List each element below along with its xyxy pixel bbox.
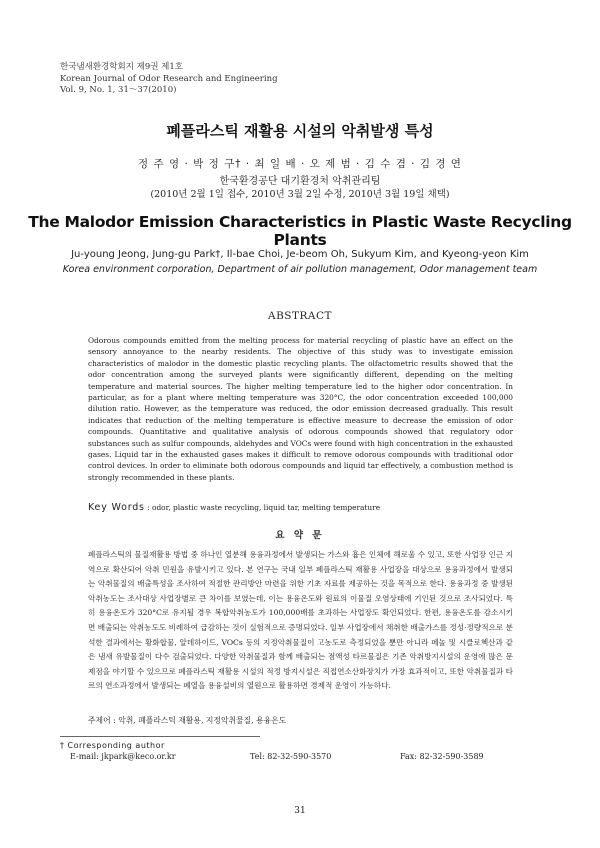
fax: Fax: 82-32-590-3589 [400, 752, 484, 761]
korean-abstract-heading: 요 약 문 [275, 530, 325, 541]
keywords-label: Key Words [88, 502, 145, 513]
korean-authors: 정 주 영 · 박 정 구† · 최 일 배 · 오 제 범 · 김 수 겸 · 김 경 연 [138, 158, 462, 170]
keywords-text: : odor, plastic waste recycling, liquid tar, melting temperature [144, 503, 381, 512]
english-title: The Malodor Emission Characteristics in Plastic Waste Recycling Plants [28, 213, 572, 249]
korean-keywords-text: : 악취, 폐플라스틱 재활용, 지정악취물질, 용융온도 [110, 716, 287, 725]
korean-affiliation: 한국환경공단 대기환경처 악취관리팀 [219, 176, 381, 187]
korean-abstract-text: 폐플라스틱의 물질재활용 방법 중 하나인 열분해 용융과정에서 발생되는 가스와 흄은 인체에 해로울 수 있고, 또한 사업장 인근 지역으로 확산되어 악취 민원을 유발시키고 있다. 본 연구는 국내 일부 폐플라스틱 재활용 사업장을 대상으로 용융과정에서 발생되는 악취물질의 배출특성을 조사하여 적절한 관리방안 마련을 위한 기초 자료를 제공하는 것을 목적으로 한다. 용융과정 중 발생된 악취농도는 조사대상 사업장별로 큰 차이를 보였는데, 이는 용융온도와 원료의 이물질 오염상태에 기인된 것으로 조사되었다. 특히 용융온도가 320°C로 유지될 경우 복합악취농도가 100,000배를 초과하는 사업장도 확인되었다. 한편, 용융온도를 감소시키면 배출되는 악취농도도 비례하여 급감하는 것이 실험적으로 증명되었다. 일부 사업장에서 채취한 배출가스를 정성·정량적으로 분석한 결과에서는 황화합물, 알데하이드, VOCs 등의 지정악취물질이 고농도로 측정되었을 뿐만 아니라 페놀 및 시클로헥산과 같은 냄새 유발물질이 다수 검출되었다. 다양한 악취물질과 함께 배출되는 점액성 타르물질은 기존 악취방지시설의 운영에 많은 문제점을 야기할 수 있으므로 폐플라스틱 재활용 시설의 적정 방지시설은 직접연소산화장치가 가장 효과적이고, 또한 악취물질과 타르의 연소과정에서 발생되는 폐열을 용융설비의 열원으로 활용하면 경제적 운영이 가능하다. [88, 550, 513, 691]
journal-volume: Vol. 9, No. 1, 31～37(2010) [60, 85, 177, 95]
journal-english-name: Korean Journal of Odor Research and Engineering [60, 73, 278, 84]
korean-keywords [88, 715, 286, 726]
journal-korean-name: 한국냄새환경학회지 제9권 제1호 [60, 62, 183, 72]
english-authors: Ju-young Jeong, Jung-gu Park†, Il-bae Choi, Je-beom Oh, Sukyum Kim, and Kyeong-yeon Kim [71, 249, 529, 260]
page-number: 31 [294, 806, 306, 816]
english-affiliation: Korea environment corporation, Department of air pollution management, Odor management team [62, 264, 538, 275]
submission-dates: (2010년 2월 1일 접수, 2010년 3월 2일 수정, 2010년 3월 19일 채택) [150, 189, 450, 200]
korean-title: 폐플라스틱 재활용 시설의 악취발생 특성 [166, 122, 434, 140]
korean-abstract-body [88, 548, 513, 694]
email-link[interactable]: E-mail: jkpark@keco.or.kr [70, 752, 176, 761]
journal-header [60, 62, 278, 97]
corresponding-author-heading: † Corresponding author [60, 741, 165, 750]
english-keywords [88, 502, 380, 513]
abstract-text: Odorous compounds emitted from the melting process for material recycling of plastic have an effect on the sensory annoyance to the nearby residents. The objective of this study was to investigate emission characteristics of malodor in the domestic plastic recycling plants. The olfactometric results showed that the odor concentration among the surveyed plants were significantly different, depending on the melting temperature and material sources. The higher melting temperature led to the higher odor concentration. In particular, as for a plant where melting temperature was 320°C, the odor concentration exceeded 100,000 dilution ratio. However, as the temperature was reduced, the odor emission decreased gradually. This result indicates that reduction of the melting temperature is effective measure to decrease the emission of odor compounds. Quantitative and qualitative analysis of odorous compounds showed that regulatory odor substances such as sulfur compounds, aldehydes and VOCs were found with high concentration in the exhausted gases. Liquid tar in the exhausted gases makes it difficult to remove odorous compounds with traditional odor control devices. In order to eliminate both odorous compounds and liquid tar effectively, a combustion method is strongly recommended in these plants. [88, 336, 513, 482]
footnote-divider [60, 736, 260, 737]
telephone: Tel: 82-32-590-3570 [250, 752, 332, 761]
abstract-body [88, 335, 513, 483]
abstract-heading: ABSTRACT [267, 310, 333, 322]
korean-keywords-label: 주제어 [88, 716, 111, 725]
